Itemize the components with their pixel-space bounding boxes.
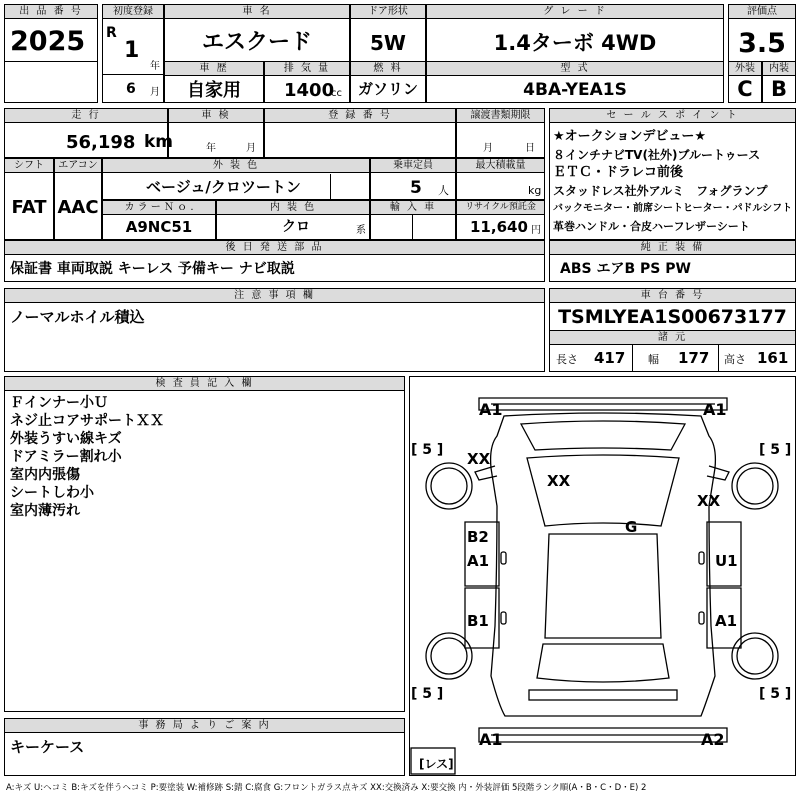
chassis-header: 車 台 番 号 (550, 289, 795, 303)
exterior-header: 外装 (729, 62, 761, 76)
interior-grade: B (770, 77, 787, 101)
tire-rear-left: [ 5 ] (411, 686, 444, 702)
grade: 1.4ターボ 4WD (493, 31, 657, 55)
caution-header: 注 意 事 項 欄 (5, 289, 544, 303)
lot-number: 2025 (10, 26, 86, 57)
score: 3.5 (738, 28, 786, 59)
genuine-equipment: ABS エアB PS PW (560, 261, 691, 277)
inspector-note: シートしわ小 (10, 485, 94, 501)
damage-front-left: A1 (479, 400, 503, 419)
aircon-header: エアコン (55, 159, 101, 173)
damage-rear-left: A1 (479, 730, 503, 749)
car-name-header: 車 名 (165, 5, 349, 19)
shift: FAT (11, 197, 47, 218)
model-header: 型 式 (427, 62, 723, 76)
first-reg-header: 初度登録 (103, 5, 163, 19)
sales-point: バックモニター・前席シートヒーター・パドルシフト (553, 203, 793, 214)
inspector-note: ドアミラー割れ小 (10, 449, 122, 465)
color-no: A9NC51 (125, 218, 193, 236)
era: R (106, 25, 117, 41)
width: 177 (678, 349, 710, 367)
grade-header: グ レ ー ド (427, 5, 723, 19)
transfer-header: 譲渡書類期限 (457, 109, 544, 123)
model-code: 4BA-YEA1S (523, 80, 627, 100)
inspector-header: 検 査 員 記 入 欄 (5, 377, 404, 391)
ext-color-header: 外 装 色 (103, 159, 369, 173)
damage-door-rear-right: A1 (715, 612, 738, 630)
chassis-number: TSMLYEA1S00673177 (558, 306, 787, 328)
damage-fender-right: XX (697, 492, 721, 510)
tire-front-right: [ 5 ] (759, 442, 792, 458)
damage-rear-right: A2 (701, 730, 725, 749)
damage-door-left-lower: A1 (467, 552, 490, 570)
capacity: 5 (410, 178, 422, 198)
int-color: クロ (282, 219, 310, 235)
yen-unit: 円 (531, 225, 541, 236)
fuel: ガソリン (357, 80, 418, 98)
ext-color: ベージュ/クロツートン (146, 178, 301, 196)
reg-number-header: 登 録 番 号 (265, 109, 455, 123)
damage-front-right: A1 (703, 400, 727, 419)
capacity-unit: 人 (438, 184, 449, 197)
transfer-day-unit: 日 (525, 143, 535, 154)
damage-door-right: U1 (715, 552, 738, 570)
sales-point: ★オークションデビュー★ (553, 129, 707, 144)
damage-glass: G (625, 518, 638, 536)
sales-point: 革巻ハンドル・合皮ハーフレザーシート (553, 220, 750, 233)
legend: A:キズ U:ヘコミ B:キズを伴うヘコミ P:要塗装 W:補修跡 S:錆 C:腐食 G:フロントガラス点キズ XX:交換済み X:要交換 内・外装評価 5段階ランク順(A・B・C・D・E) 2 (6, 783, 647, 793)
int-color-header: 内 装 色 (217, 201, 369, 215)
inspector-note: ネジ止コアサポートＸＸ (10, 413, 164, 429)
first-reg-year: 1 (124, 38, 140, 63)
recycle-fee: 11,640 (470, 218, 528, 236)
length: 417 (594, 349, 626, 367)
inspection-header: 車 検 (169, 109, 263, 123)
sales-point: スタッドレス社外アルミ フォグランプ (553, 184, 768, 198)
caution-notes: ノーマルホイル積込 (10, 308, 145, 326)
transfer-month-unit: 月 (483, 143, 493, 154)
door-header: ドア形状 (351, 5, 425, 19)
shift-header: シフト (5, 159, 53, 173)
inspector-note: 外装うすい線キズ (10, 431, 122, 447)
height-label: 高さ (724, 353, 746, 366)
later-parts-header: 後 日 発 送 部 品 (5, 241, 544, 255)
month-unit: 月 (150, 87, 160, 98)
sales-point: ８インチナビTV(社外)ブルートゥース (553, 148, 761, 162)
lot-number-blank (4, 61, 98, 103)
max-load-header: 最大積載量 (457, 159, 544, 173)
genuine-header: 純 正 装 備 (550, 241, 795, 255)
displacement-header: 排 気 量 (265, 62, 349, 76)
office-header: 事 務 局 よ り ご 案 内 (5, 719, 404, 733)
interior-header: 内装 (763, 62, 795, 76)
score-header: 評価点 (729, 5, 795, 19)
damage-door-rear-left: B1 (467, 612, 489, 630)
later-parts: 保証書 車両取説 キーレス 予備キー ナビ取説 (10, 261, 295, 277)
color-no-header: カ ラ ー Ｎ ｏ . (103, 201, 215, 215)
tire-front-left: [ 5 ] (411, 442, 444, 458)
displacement: 1400 (284, 80, 335, 101)
exterior-grade: C (737, 77, 753, 101)
import-header: 輸 入 車 (371, 201, 455, 215)
history: 自家用 (187, 80, 241, 101)
width-label: 幅 (648, 353, 659, 366)
fuel-header: 燃 料 (351, 62, 425, 76)
length-label: 長さ (556, 353, 578, 366)
cc-unit: cc (331, 88, 342, 99)
mileage: 56,198 (66, 132, 136, 153)
int-color-unit: 系 (356, 225, 366, 236)
km-unit: km (144, 132, 174, 152)
capacity-header: 乗車定員 (371, 159, 455, 173)
inspector-note: 室内内張傷 (10, 467, 80, 483)
spare-tire: [レス] (419, 757, 454, 771)
aircon: AAC (57, 197, 99, 218)
inspection-year-unit: 年 (206, 143, 216, 154)
inspector-notes (10, 394, 164, 520)
height: 161 (757, 349, 789, 367)
damage-hood: XX (547, 472, 571, 490)
sales-points-header: セ ー ル ス ポ イ ン ト (550, 109, 795, 123)
office-notes: キーケース (10, 738, 85, 756)
door-type: 5W (370, 31, 406, 55)
year-unit: 年 (150, 61, 160, 72)
history-header: 車 歴 (165, 62, 263, 76)
tire-rear-right: [ 5 ] (759, 686, 792, 702)
car-name: エスクード (201, 30, 312, 55)
damage-door-left-upper: B2 (467, 528, 489, 546)
lot-number-header: 出 品 番 号 (5, 5, 97, 19)
mileage-header: 走 行 (5, 109, 167, 123)
recycle-header: リサイクル預託金 (457, 201, 544, 215)
inspector-note: 室内薄汚れ (10, 503, 80, 519)
sales-point: ＥＴＣ・ドラレコ前後 (553, 165, 684, 180)
car-diagram (409, 376, 796, 776)
first-reg-month: 6 (126, 81, 136, 97)
inspector-note: Ｆインナー小Ｕ (10, 395, 108, 411)
inspection-month-unit: 月 (246, 143, 256, 154)
sales-points-list (553, 128, 792, 236)
kg-unit: kg (528, 184, 542, 197)
dims-header: 諸 元 (550, 331, 795, 345)
damage-fender-left: XX (467, 450, 491, 468)
